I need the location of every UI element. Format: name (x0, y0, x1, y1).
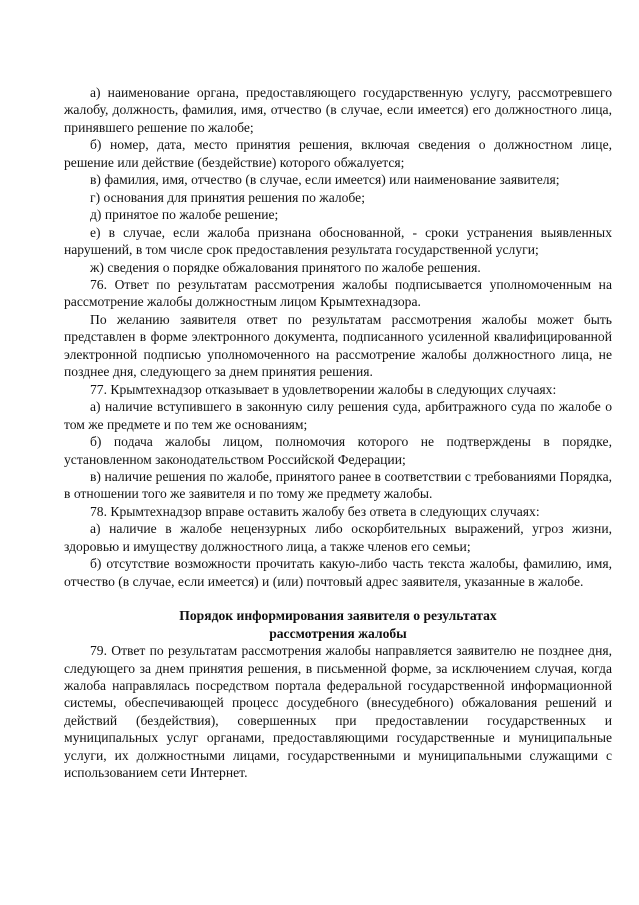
document-page (64, 84, 612, 782)
paragraph-79-response-delivery: 79. Ответ по результатам рассмотрения жалобы направляется заявителю не позднее дня, следующего за днем принятия решения, в письменной форме, за исключением случая, когда жалоба направлялась посредством портала федеральной государственной информационной системы, обеспечивающей процесс досудебного (внесудебного) обжалования решений и действий (бездействия), совершенных при предоставлении государственных и муниципальных услуг органами, предоставляющими государственные и муниципальные услуги, их должностными лицами, государственными и муниципальными служащими с использованием сети Интернет. (64, 643, 612, 781)
paragraph-76-signature: 76. Ответ по результатам рассмотрения жалобы подписывается уполномоченным на рассмотрение жалобы должностным лицом Крымтехнадзора. (64, 276, 612, 310)
section-heading-line-1: Порядок информирования заявителя о результатах (179, 608, 497, 624)
paragraph-78-a-obscene-language: а) наличие в жалобе нецензурных либо оскорбительных выражений, угроз жизни, здоровью и имуществу должностного лица, а также членов его семьи; (64, 521, 612, 554)
paragraph-item-e-remedy-terms: е) в случае, если жалоба признана обоснованной, - сроки устранения выявленных нарушений, в том числе срок предоставления результата государственной услуги; (64, 224, 612, 258)
paragraph-77-b-unconfirmed-authority: б) подача жалобы лицом, полномочия которого не подтверждены в порядке, установленном законодательством Российской Федерации; (64, 434, 612, 467)
paragraph-item-b-decision-details: б) номер, дата, место принятия решения, включая сведения о должностном лице, решение или действие (бездействие) которого обжалуется; (64, 137, 612, 170)
paragraph-item-g-grounds: г) основания для принятия решения по жалобе; (90, 189, 365, 205)
paragraph-electronic-response: По желанию заявителя ответ по результатам рассмотрения жалобы может быть представлен в форме электронного документа, подписанного усиленной квалифицированной электронной подписью уполномоченного на рассмотрение жалобы должностного лица, не позднее дня, следующего за днем принятия решения. (64, 311, 612, 380)
paragraph-item-v-applicant-name: в) фамилия, имя, отчество (в случае, если имеется) или наименование заявителя; (90, 172, 560, 188)
paragraph-item-d-decision: д) принятое по жалобе решение; (90, 207, 279, 223)
paragraph-77-a-court-decision: а) наличие вступившего в законную силу решения суда, арбитражного суда по жалобе о том же предмете и по тем же основаниям; (64, 399, 612, 432)
paragraph-77-v-prior-decision: в) наличие решения по жалобе, принятого ранее в соответствии с требованиями Порядка, в отношении того же заявителя и по тому же предмету жалобы. (64, 468, 612, 502)
paragraph-item-a-authority: а) наименование органа, предоставляющего государственную услугу, рассмотревшего жалобу, должность, фамилия, имя, отчество (в случае, если имеется) его должностного лица, принявшего решение по жалобе; (64, 85, 612, 135)
section-heading-line-2: рассмотрения жалобы (269, 625, 407, 641)
section-heading (64, 607, 612, 642)
paragraph-77-refusal: 77. Крымтехнадзор отказывает в удовлетворении жалобы в следующих случаях: (90, 381, 557, 397)
paragraph-78-no-answer: 78. Крымтехнадзор вправе оставить жалобу без ответа в следующих случаях: (90, 503, 540, 519)
paragraph-item-zh-appeal-info: ж) сведения о порядке обжалования принятого по жалобе решения. (90, 259, 481, 275)
paragraph-78-b-unreadable-text: б) отсутствие возможности прочитать какую-либо часть текста жалобы, фамилию, имя, отчество (в случае, если имеется) и (или) почтовый адрес заявителя, указанные в жалобе. (64, 556, 612, 589)
